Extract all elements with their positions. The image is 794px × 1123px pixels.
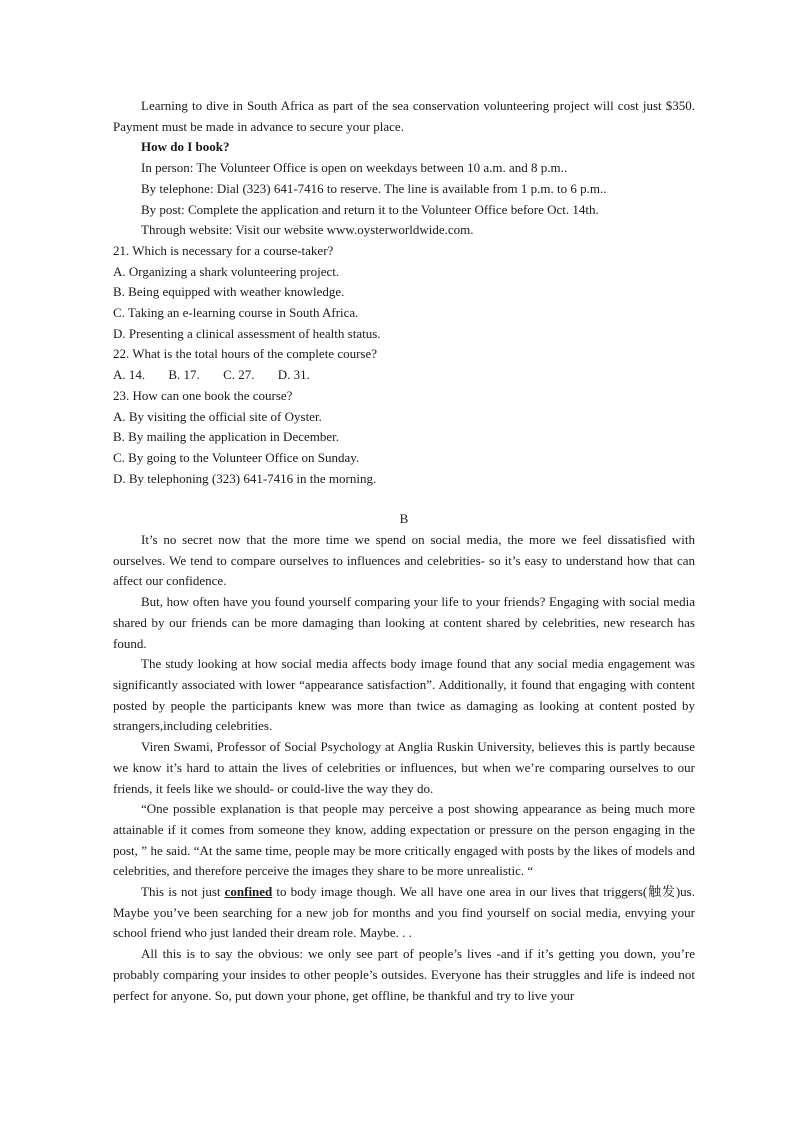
q22-option-b: B. 17. xyxy=(168,367,200,383)
booking-website: Through website: Visit our website www.oysterworldwide.com. xyxy=(141,222,474,238)
b-paragraph-4: Viren Swami, Professor of Social Psychology at Anglia Ruskin University, believes this is partly because we know it’s hard to attain the lives of celebrities or influences, but when we’re comparing ourselves to our friends, it feels like we should- or could-live the way they do. xyxy=(113,739,695,796)
underlined-word-confined: confined xyxy=(224,884,273,900)
section-b-label: B xyxy=(399,511,409,527)
b-p6-after: to body image though. We all have one area in our lives that triggers(触发)us. Maybe you’ve been searching for a new job for months and you find yourself on social media, envying your school friend who just landed their dream role. Maybe. . . xyxy=(113,884,695,941)
b-paragraph-2: But, how often have you found yourself comparing your life to your friends? Engaging with social media shared by our friends can be more damaging than looking at content shared by celebrities, new research has found. xyxy=(113,594,695,651)
b-paragraph-3: The study looking at how social media affects body image found that any social media engagement was significantly associated with lower “appearance satisfaction”. Additionally, it found that engaging with content posted by people the participants knew was more than twice as damaging as looking at content posted by strangers,including celebrities. xyxy=(113,656,695,734)
b-paragraph-7: All this is to say the obvious: we only see part of people’s lives -and if it’s getting you down, you’re probably comparing your insides to other people’s outsides. Everyone has their struggles and life is indeed not perfect for anyone. So, put down your phone, get offline, be thankful and try to live your xyxy=(113,946,695,1003)
b-paragraph-1: It’s no secret now that the more time we spend on social media, the more we feel dissatisfied with ourselves. We tend to compare ourselves to influences and celebrities- so it’s easy to understand how that can affect our confidence. xyxy=(113,532,695,589)
q22-option-a: A. 14. xyxy=(113,367,146,383)
question-21: 21. Which is necessary for a course-taker? xyxy=(113,242,334,258)
q21-option-a: A. Organizing a shark volunteering project. xyxy=(113,263,340,279)
q22-options xyxy=(113,365,695,386)
q23-option-a: A. By visiting the official site of Oyster. xyxy=(113,408,322,424)
b-paragraph-5: “One possible explanation is that people may perceive a post showing appearance as being much more attainable if it comes from someone they know, adding expectation or pressure on the person engaging in the post, ” he said. “At the same time, people may be more critically engaged with posts by the likes of models and celebrities, and therefore perceive the images they share to be more unrealistic. “ xyxy=(113,801,695,879)
q23-option-c: C. By going to the Volunteer Office on Sunday. xyxy=(113,449,360,465)
q22-option-d: D. 31. xyxy=(277,367,310,383)
question-23: 23. How can one book the course? xyxy=(113,387,293,403)
booking-heading: How do I book? xyxy=(141,139,230,155)
booking-telephone: By telephone: Dial (323) 641-7416 to reserve. The line is available from 1 p.m. to 6 p.m.. xyxy=(141,180,607,196)
booking-in-person: In person: The Volunteer Office is open on weekdays between 10 a.m. and 8 p.m.. xyxy=(141,160,568,176)
question-22: 22. What is the total hours of the complete course? xyxy=(113,346,378,362)
q22-option-c: C. 27. xyxy=(223,367,255,383)
q21-option-d: D. Presenting a clinical assessment of health status. xyxy=(113,325,381,341)
q21-option-b: B. Being equipped with weather knowledge. xyxy=(113,284,345,300)
document-page xyxy=(113,96,695,1006)
booking-post: By post: Complete the application and return it to the Volunteer Office before Oct. 14th. xyxy=(141,201,599,217)
q21-option-c: C. Taking an e-learning course in South Africa. xyxy=(113,305,359,321)
q23-option-d: D. By telephoning (323) 641-7416 in the morning. xyxy=(113,470,377,486)
q23-option-b: B. By mailing the application in December. xyxy=(113,429,340,445)
b-p6-before: This is not just xyxy=(141,884,225,900)
b-paragraph-6 xyxy=(113,882,695,944)
cost-paragraph: Learning to dive in South Africa as part of the sea conservation volunteering project will cost just $350. Payment must be made in advance to secure your place. xyxy=(113,98,695,134)
